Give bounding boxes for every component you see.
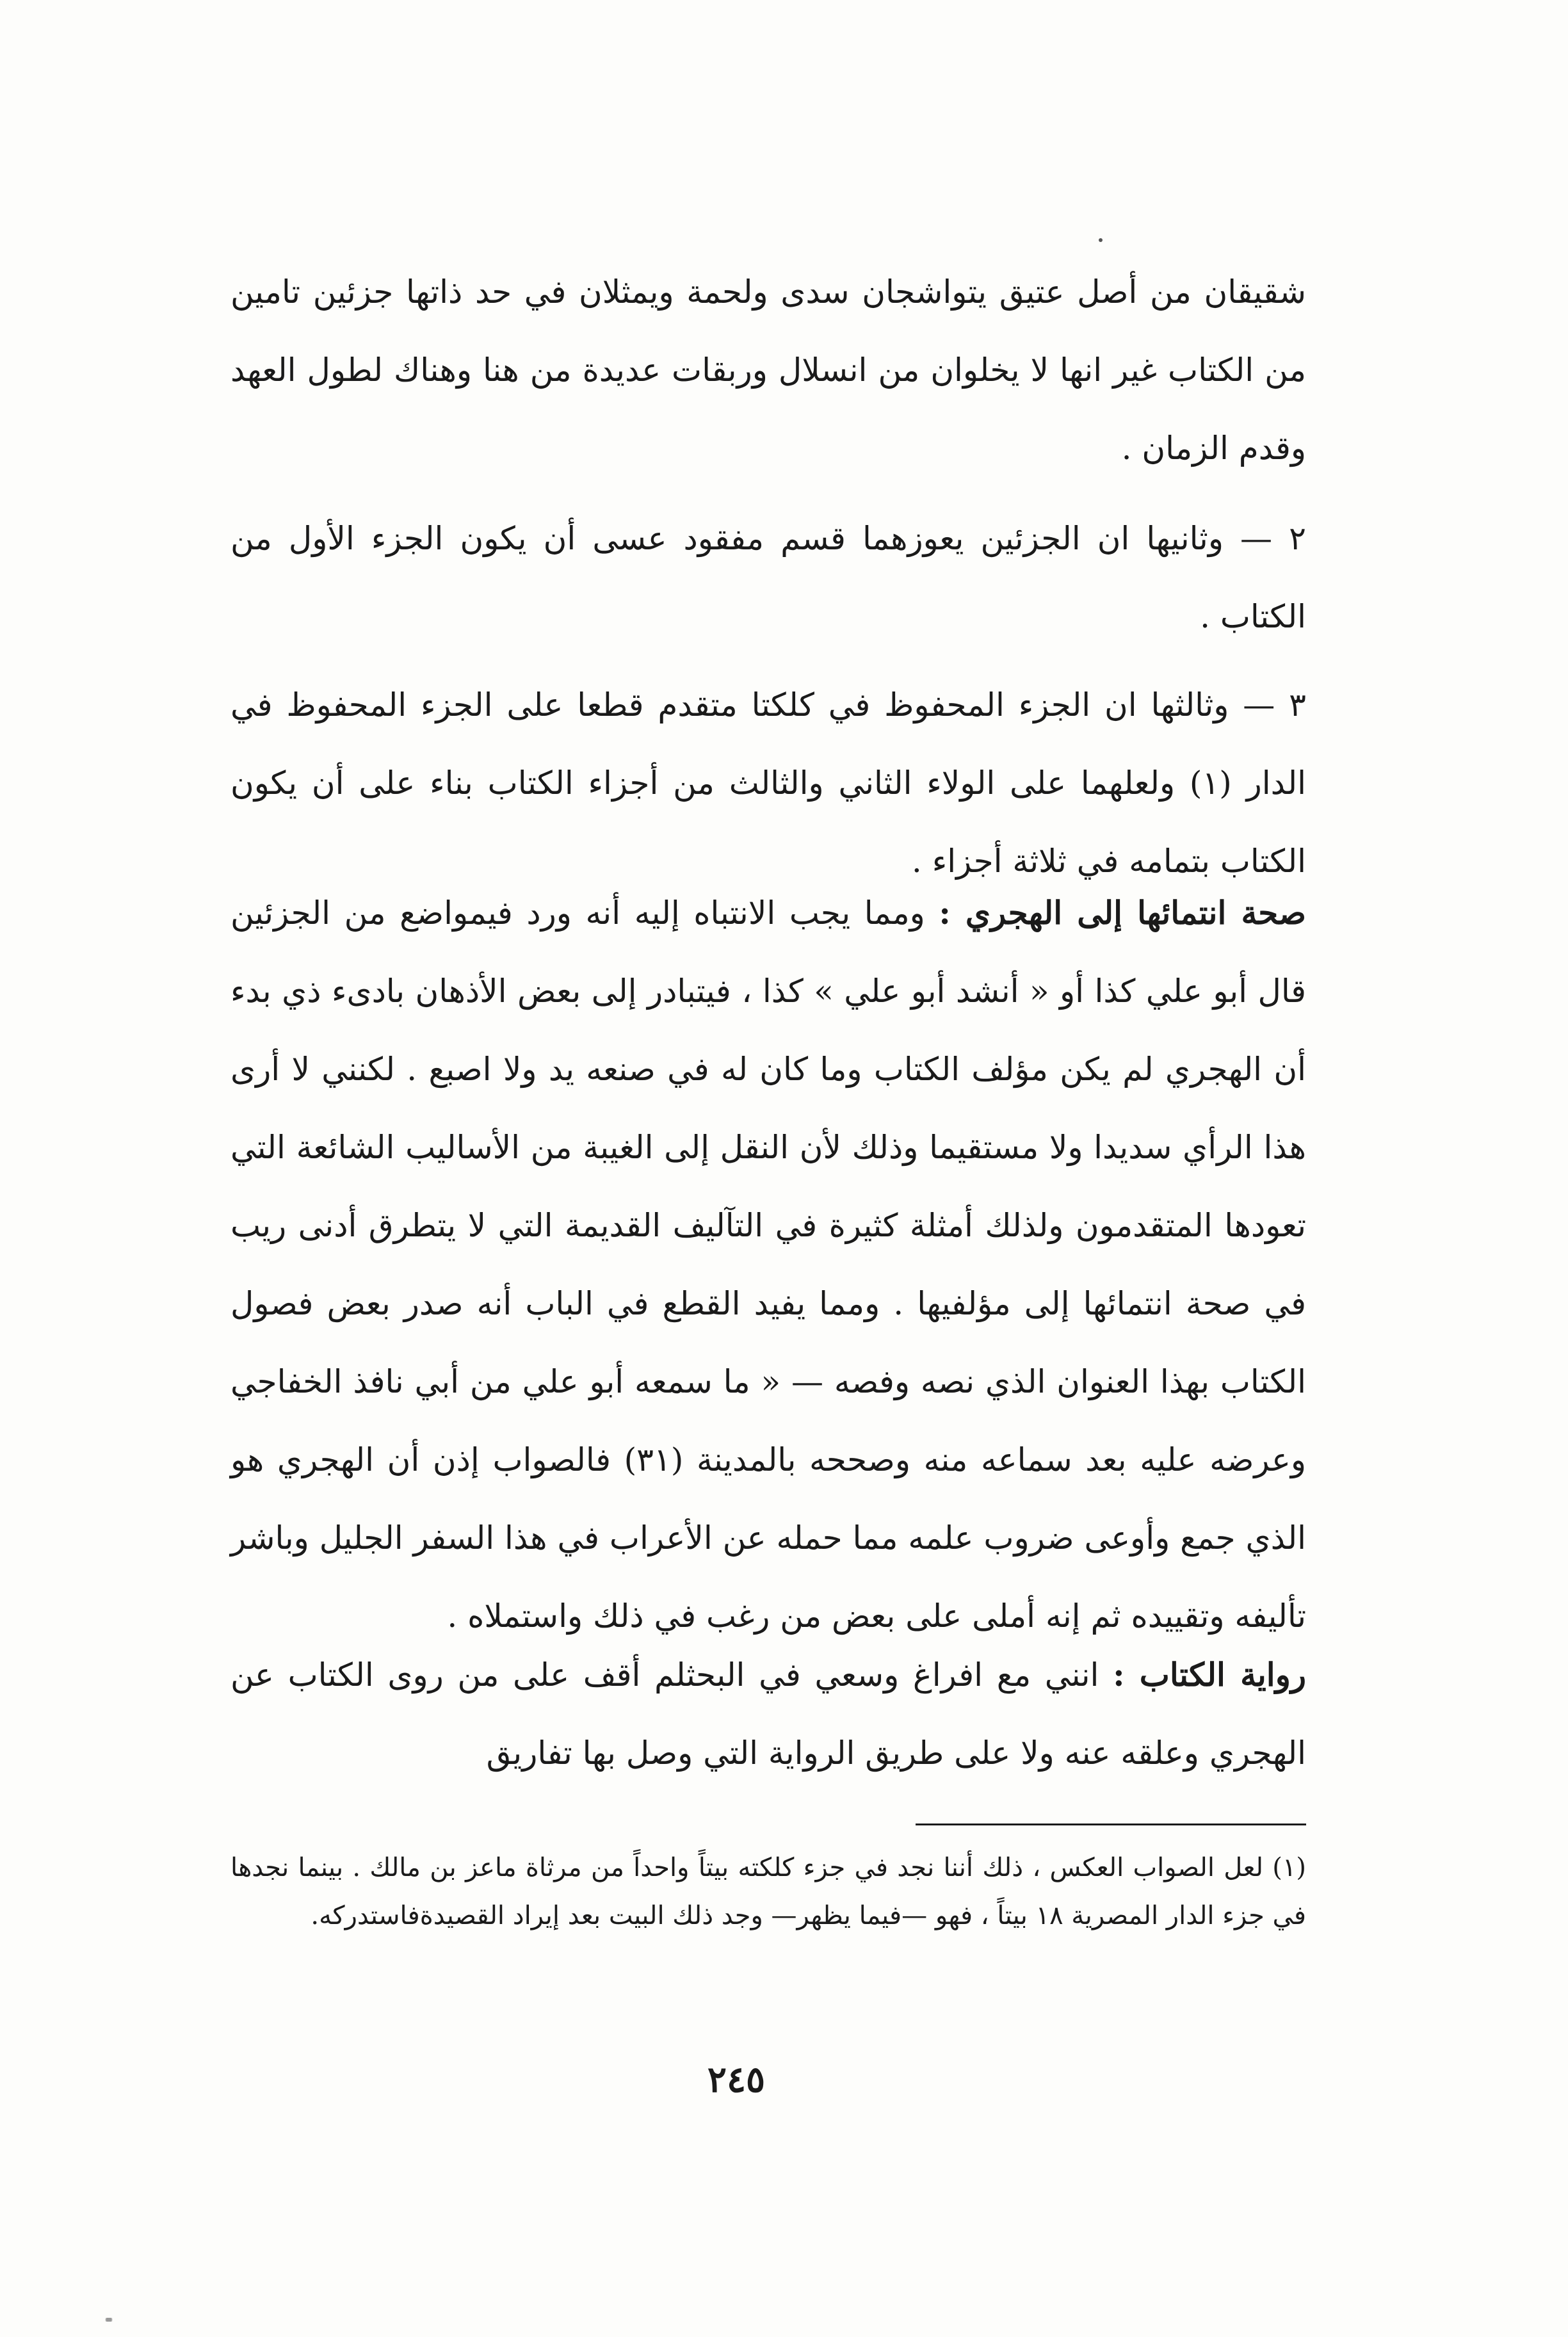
section-heading-authenticity: صحة انتمائها إلى الهجري : [939, 894, 1306, 932]
authenticity-body: ومما يجب الانتباه إليه أنه ورد فيمواضع من الجزئين قال أبو علي كذا أو « أنشد أبو علي » كذا ، فيتبادر إلى بعض الأذهان بادىء ذي بدء أن الهجري لم يكن مؤلف الكتاب وما كان له في صنعه يد ولا اصبع . لكنني لا أرى هذا الرأي سديدا ولا مستقيما وذلك لأن النقل إلى الغيبة من الأساليب الشائعة التي تعودها المتقدمون ولذلك أمثلة كثيرة في التآليف القديمة التي لا يتطرق أدنى ريب في صحة انتمائها إلى مؤلفيها . ومما يفيد القطع في الباب أنه صدر بعض فصول الكتاب بهذا العنوان الذي نصه وفصه — « ما سمعه أبو علي من أبي نافذ الخفاجي وعرضه عليه بعد سماعه منه وصححه بالمدينة (٣١) فالصواب إذن أن الهجري هو الذي جمع وأوعى ضروب علمه مما حمله عن الأعراب في هذا السفر الجليل وباشر تأليفه وتقييده ثم إنه أملى على بعض من رغب في ذلك واستملاه . [230, 894, 1306, 1635]
paragraph-authenticity [230, 874, 1306, 1655]
paragraph-riwaya [230, 1636, 1306, 1792]
paragraph-point-two: ٢ — وثانيها ان الجزئين يعوزهما قسم مفقود عسى أن يكون الجزء الأول من الكتاب . [230, 520, 1306, 635]
riwaya-body: انني مع افراغ وسعي في البحثلم أقف على من روى الكتاب عن الهجري وعلقه عنه ولا على طريق الرواية التي وصل بها تفاريق [230, 1656, 1306, 1772]
paragraph-intro: شقيقان من أصل عتيق يتواشجان سدى ولحمة ويمثلان في حد ذاتها جزئين تامين من الكتاب غير انها لا يخلوان من انسلال وربقات عديدة من هنا وهناك لطول العهد وقدم الزمان . [230, 273, 1306, 467]
paragraph-point-three: ٣ — وثالثها ان الجزء المحفوظ في كلكتا متقدم قطعا على الجزء المحفوظ في الدار (١) ولعلهما على الولاء الثاني والثالث من أجزاء الكتاب بناء على أن يكون الكتاب بتمامه في ثلاثة أجزاء . [230, 686, 1306, 880]
footnote-divider [916, 1824, 1306, 1825]
ink-speck [1099, 238, 1103, 242]
footnote: (١) لعل الصواب العكس ، ذلك أننا نجد في جزء كلكته بيتاً واحداً من مرثاة ماعز بن مالك . بينما نجدها في جزء الدار المصرية ١٨ بيتاً ، فهو —فيما يظهر— وجد ذلك البيت بعد إيراد القصيدةفاستدركه. [230, 1853, 1306, 1930]
page-number: ٢٤٥ [707, 2058, 766, 2101]
ink-specks [96, 2318, 122, 2322]
section-heading-riwaya: رواية الكتاب : [1113, 1656, 1306, 1694]
